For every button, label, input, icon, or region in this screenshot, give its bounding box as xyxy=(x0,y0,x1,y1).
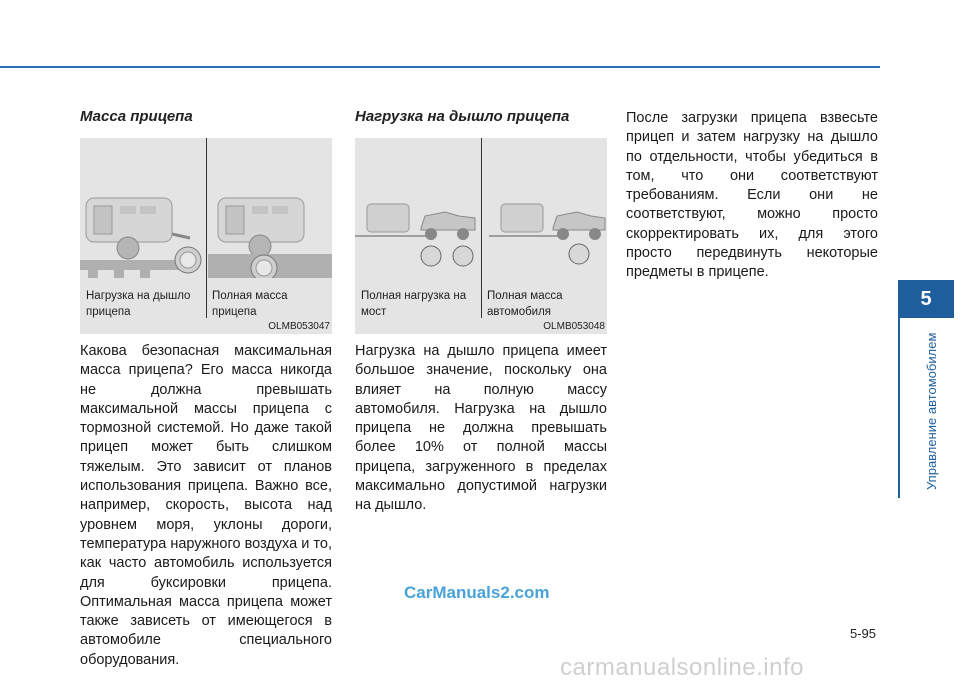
body-text-trailer-mass: Какова безопасная максимальная масса прицепа? Его масса никогда не должна превышать максимальной массы прицепа с тормозной системой. Но даже такой прицеп может быть слишком тяжелым. Это зависит от планов использования прицепа. Важно все, например, скорость, высота над уровнем моря, уклоны дороги, температура наружного воздуха и то, как часто автомобиль используется для буксировки прицепа. Оптимальная масса прицепа может также зависеть от имеющегося в автомобиле специального оборудования. xyxy=(80,343,332,668)
figure-caption-left: Нагрузка на дышло прицепа xyxy=(86,290,191,318)
figure-code: OLMB053047 xyxy=(268,321,330,332)
body-text-tongue-load: Нагрузка на дышло прицепа имеет большое значение, поскольку она влияет на полную массу автомобиля. Нагрузка на дышло прицепа не должна превышать более 10% от полной массы прицепа, загруженного в пределах максимально допустимой нагрузки на дышло. xyxy=(355,343,607,514)
figure-tongue-load xyxy=(355,138,607,334)
figure-caption-right: Полная масса автомобиля xyxy=(487,290,563,318)
figure-caption-left: Полная нагрузка на мост xyxy=(361,290,467,318)
chapter-tab: 5 xyxy=(898,280,954,318)
figure-trailer-mass xyxy=(80,138,332,334)
figure-code: OLMB053048 xyxy=(543,321,605,332)
section-heading-tongue-load: Нагрузка на дышло прицепа xyxy=(355,108,570,125)
chapter-tab-line xyxy=(898,318,900,498)
figure-divider xyxy=(481,138,482,318)
footer-watermark: carmanualsonline.info xyxy=(560,654,804,681)
watermark-logo: CarManuals2.com xyxy=(404,583,550,602)
page-number: 5-95 xyxy=(850,626,877,641)
figure-divider xyxy=(206,138,207,318)
chapter-label-text: Управление автомобилем xyxy=(924,332,939,490)
header-rule xyxy=(0,66,880,68)
chapter-label xyxy=(906,322,939,492)
body-text-weighing: После загрузки прицепа взвесьте прицеп и затем нагрузку на дышло по отдельности, чтобы убедиться в том, что они соответствуют требованиям. Если они не соответствуют, можно просто скорректировать их, для этого просто передвинуть некоторые предметы в прицепе. xyxy=(626,110,878,281)
figure-caption-right: Полная масса прицепа xyxy=(212,290,288,318)
section-heading-trailer-mass: Масса прицепа xyxy=(80,108,193,125)
